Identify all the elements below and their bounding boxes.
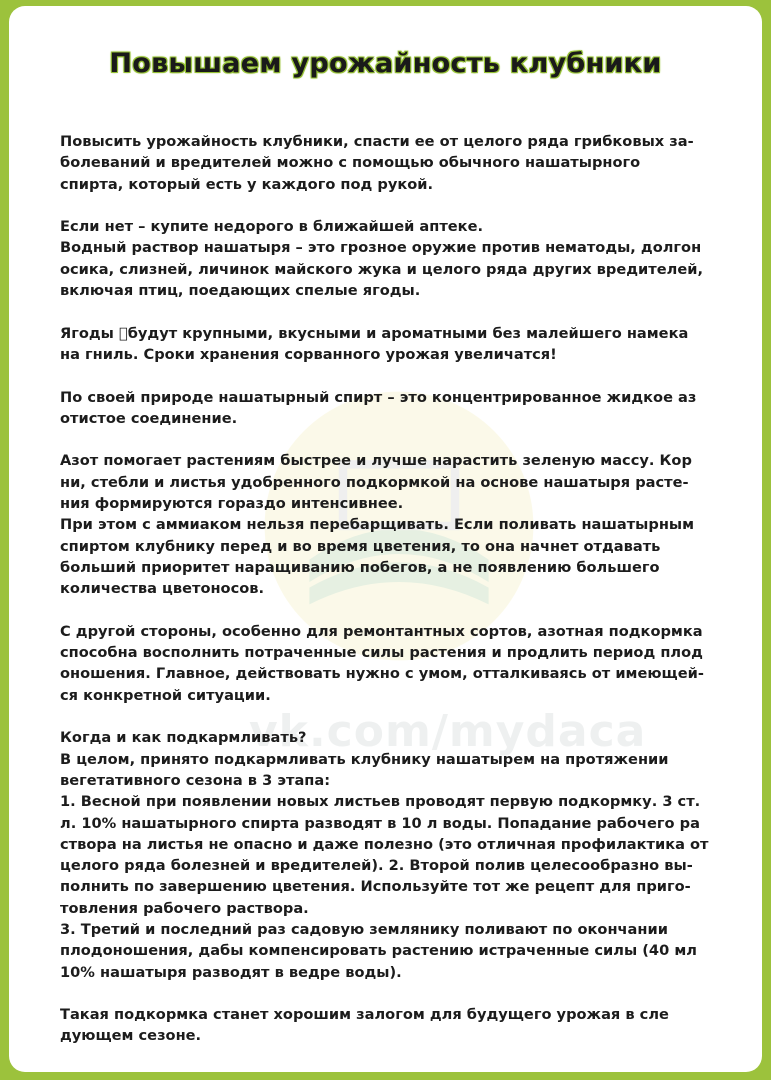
text-line: количества цветоносов. xyxy=(60,580,265,598)
text-line: Такая подкормка станет хорошим залогом для будущего урожая в сле xyxy=(60,1006,669,1024)
paragraph xyxy=(60,131,720,195)
paragraph xyxy=(60,450,720,599)
text-line: вегетативного сезона в 3 этапа: xyxy=(60,771,331,789)
text-line: створа на листья не опасно и даже полезно (это отличная профилактика от xyxy=(60,835,709,853)
text-line: 1. Весной при появлении новых листьев проводят первую подкормку. 3 ст. xyxy=(60,793,701,811)
paragraph xyxy=(60,387,720,430)
text-line: Если нет – купите недорого в ближайшей аптеке. xyxy=(60,218,484,236)
paragraph xyxy=(60,323,720,366)
text-line: Азот помогает растениям быстрее и лучше нарастить зеленую массу. Кор xyxy=(60,452,692,470)
text-line: л. 10% нашатырного спирта разводят в 10 л воды. Попадание рабочего ра xyxy=(60,814,700,832)
watermark-text: vk.com/mydaca xyxy=(249,706,647,757)
text-line: Повысить урожайность клубники, спасти ее от целого ряда грибковых за- xyxy=(60,133,694,150)
paragraph xyxy=(60,1004,720,1047)
text-line: Ягоды  будут крупными, вкусными и ароматными без малейшего намека xyxy=(60,324,689,342)
text-line: целого ряда болезней и вредителей). 2. Второй полив целесообразно вы- xyxy=(60,857,693,875)
text-line: больший приоритет наращиванию побегов, а не появлению большего xyxy=(60,558,660,576)
page-title: Повышаем урожайность клубники xyxy=(109,48,662,79)
text-line: По своей природе нашатырный спирт – это концентрированное жидкое аз xyxy=(60,388,697,406)
paragraph xyxy=(60,621,720,706)
article-body xyxy=(60,131,720,1068)
text-line: При этом с аммиаком нельзя перебарщивать. Если поливать нашатырным xyxy=(60,516,695,534)
text-line: осика, слизней, личинок майского жука и целого ряда других вредителей, xyxy=(60,260,703,278)
paragraph xyxy=(60,216,720,301)
paragraph xyxy=(60,727,720,983)
text-line: на гниль. Сроки хранения сорванного урожая увеличатся! xyxy=(60,345,557,363)
text-line: способна восполнить потраченные силы растения и продлить период плод xyxy=(60,644,703,662)
text-line: включая птиц, поедающих спелые ягоды. xyxy=(60,282,421,300)
text-line: спиртом клубнику перед и во время цветения, то она начнет отдавать xyxy=(60,537,661,555)
text-line: товления рабочего раствора. xyxy=(60,899,309,917)
document-card xyxy=(9,6,762,1072)
text-line: Водный раствор нашатыря – это грозное оружие против нематоды, долгон xyxy=(60,239,702,257)
text-line: 10% нашатыря разводят в ведре воды). xyxy=(60,963,402,981)
text-line: С другой стороны, особенно для ремонтантных сортов, азотная подкормка xyxy=(60,622,703,640)
text-line: ся конкретной ситуации. xyxy=(60,686,271,704)
text-line: ния формируются гораздо интенсивнее. xyxy=(60,495,404,513)
text-line: спирта, который есть у каждого под рукой. xyxy=(60,175,434,193)
text-line: Когда и как подкармливать? xyxy=(60,729,307,747)
text-line: отистое соединение. xyxy=(60,409,238,427)
text-line: оношения. Главное, действовать нужно с умом, отталкиваясь от имеющей- xyxy=(60,665,704,683)
text-line: В целом, принято подкармливать клубнику нашатырем на протяжении xyxy=(60,750,669,768)
text-line: ни, стебли и листья удобренного подкормкой на основе нашатыря расте- xyxy=(60,473,689,491)
text-line: 3. Третий и последний раз садовую землянику поливают по окончании xyxy=(60,920,668,938)
text-line: дующем сезоне. xyxy=(60,1027,202,1045)
text-line: полнить по завершению цветения. Используйте тот же рецепт для приго- xyxy=(60,878,691,896)
text-line: болеваний и вредителей можно с помощью обычного нашатырного xyxy=(60,154,641,172)
text-line: плодоношения, дабы компенсировать растению истраченные силы (40 мл xyxy=(60,942,697,960)
